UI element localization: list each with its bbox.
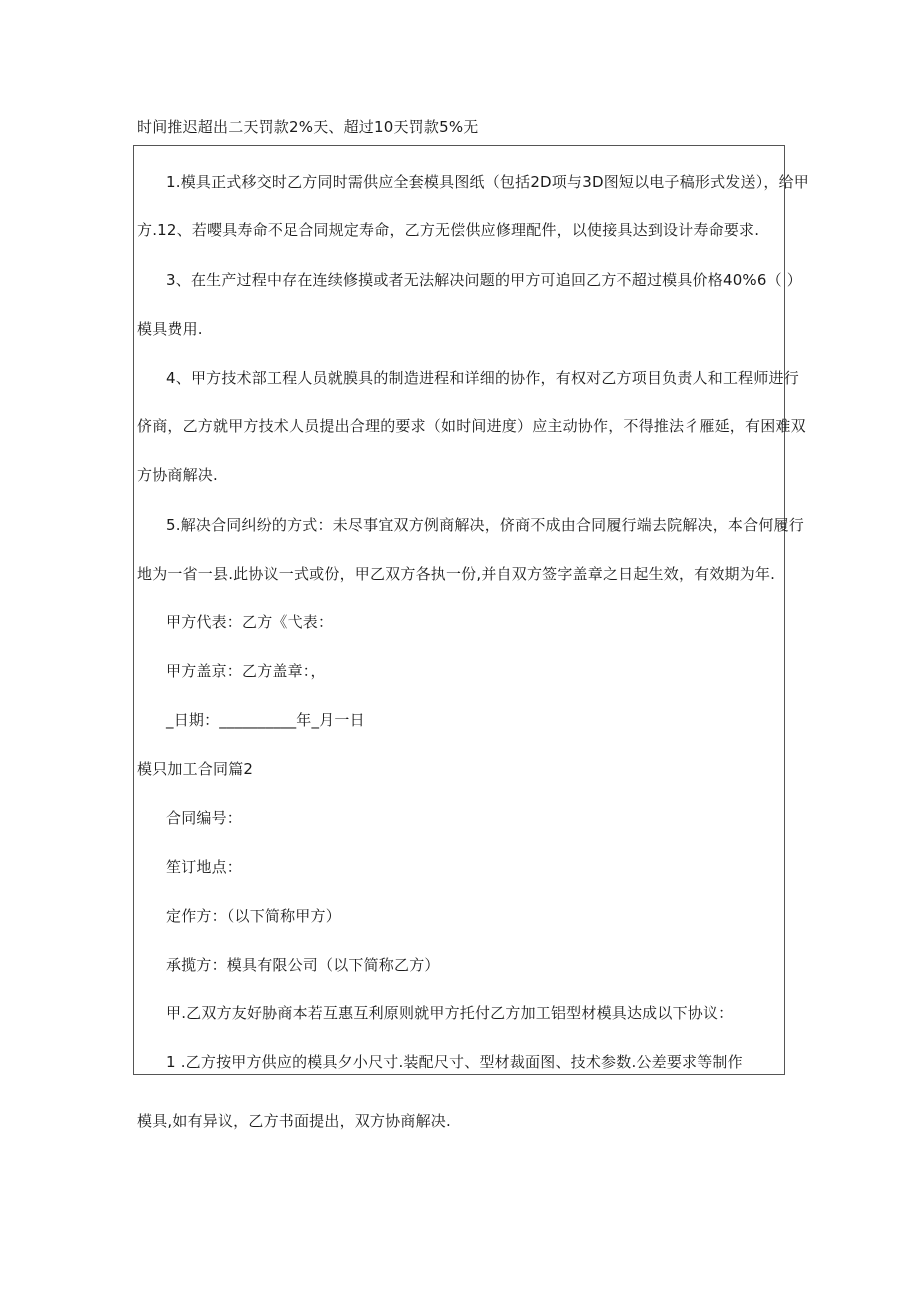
agreement-item-1: 1 .乙方按甲方供应的模具夕小尺寸.装配尺寸、型材裁面图、技术参数.公差要求等制作	[166, 1053, 743, 1071]
clause-5-line-1: 5.解决合同纠纷的方式：未尽事宜双方例商解决，侪商不成由合同履行端去院解决，本合何履行	[166, 516, 804, 534]
agreement-intro: 甲.乙双方友好胁商本若互惠互利原则就甲方托付乙方加工铝型材模具达成以下协议：	[166, 1004, 734, 1022]
signing-place-field: 笙订地点：	[166, 858, 243, 876]
clause-3-line-1: 3、在生产过程中存在连续修摸或者无法解决问题的甲方可追回乙方不超过模具价格40%6（ ）	[166, 271, 802, 289]
clause-1-line-2: 方.12、若嘤具寿命不足合同规定寿命，乙方无偿供应修理配件，以使接具达到设计寿命要求.	[137, 221, 760, 239]
representative-line: 甲方代表：乙方《弋表：	[166, 613, 334, 631]
seal-line: 甲方盖京：乙方盖章：，	[166, 662, 326, 680]
top-text-line: 时间推迟超出二天罚款2%天、超过10天罚款5%无	[137, 118, 479, 136]
clause-3-line-2: 模具费用.	[137, 320, 203, 338]
contract-number-field: 合同编号：	[166, 809, 243, 827]
clause-1-line-1: 1.模具正式移交时乙方同时需供应全套模具图纸（包括2D项与3D图短以电子稿形式发送），给甲	[166, 173, 810, 191]
section-heading-2: 模只加工合同篇2	[137, 760, 254, 778]
clause-4-line-2: 侪商，乙方就甲方技术人员提出合理的要求（如时间进度）应主动协作，不得推法彳雁延，有困难双	[137, 417, 806, 435]
date-line: _日期：__________年_月一日	[166, 711, 365, 729]
clause-4-line-1: 4、甲方技术部工程人员就膜具的制造进程和详细的协作，有权对乙方项目负责人和工程师进行	[166, 369, 799, 387]
clause-5-line-2: 地为一省一县.此协议一式或份，甲乙双方各执一份,并自双方签字盖章之日起生效，有效期为年.	[137, 565, 776, 583]
clause-4-line-3: 方协商解决.	[137, 466, 218, 484]
party-a-field: 定作方：（以下简称甲方）	[166, 907, 341, 925]
trailing-text-line: 模具,如有异议，乙方书面提出，双方协商解决.	[137, 1112, 451, 1130]
party-b-field: 承揽方：模具有限公司（以下简称乙方）	[166, 956, 440, 974]
